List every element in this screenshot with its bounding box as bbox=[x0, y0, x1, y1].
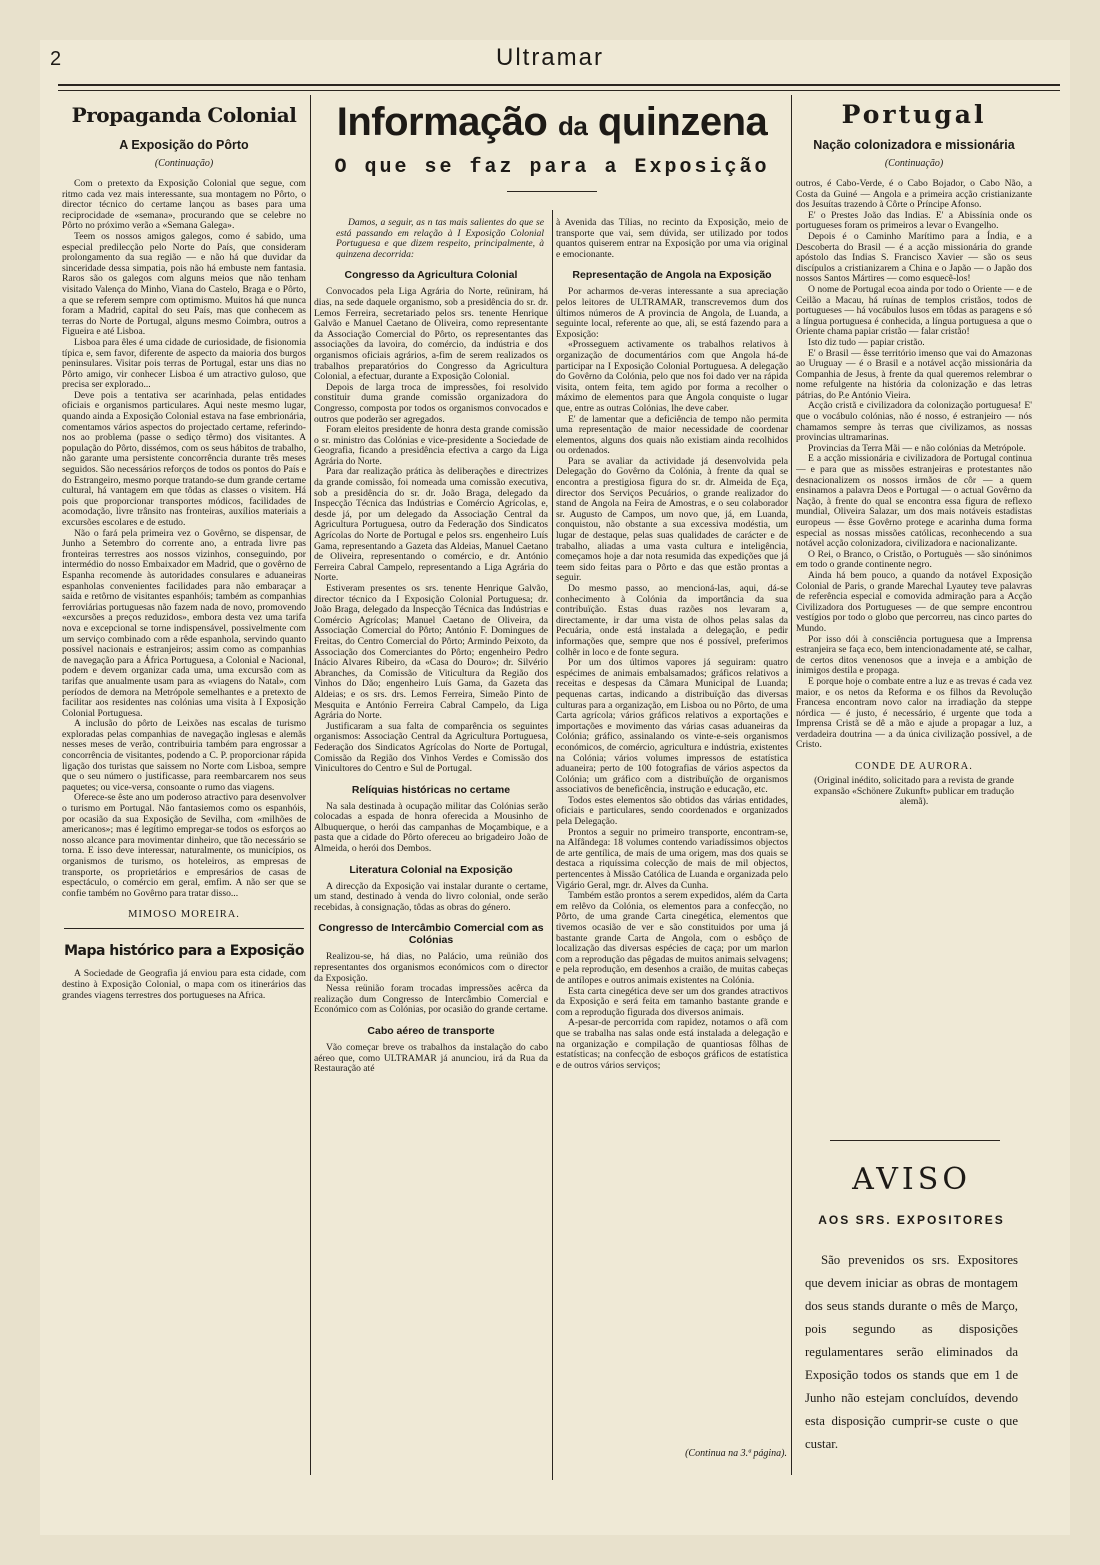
right-signature: CONDE DE AURORA. bbox=[855, 761, 973, 773]
separator bbox=[507, 191, 597, 192]
title-word-3: quinzena bbox=[597, 100, 768, 144]
center-headline bbox=[315, 100, 789, 200]
portugal-title: Portugal bbox=[841, 100, 987, 129]
article-paragraph: E' o Prestes João das Indias. E' a Abissínia onde os portugueses foram os primeiros a levar o Evangelho. bbox=[796, 209, 1032, 232]
article-paragraph: Esta carta cinegética deve ser um dos grandes atractivos da Exposição e será feita em tamanho bastante grande e com a reprodução figurada dos diversos animais. bbox=[556, 985, 788, 1018]
article-paragraph: Por acharmos de-veras interessante a sua apreciação pelos leitores de ULTRAMAR, transcrevemos dum dos últimos números de A provincia de Angola, de Luanda, a seguinte local, referente ao que, ali, se está fazendo para a Exposição: bbox=[556, 286, 788, 340]
article-paragraph: Também estão prontos a serem expedidos, além da Carta em relêvo da Colónia, os elementos para a confecção, no Pôrto, de uma grande Carta cinegética, elementos que tivemos ocasião de ver e são constituidos por uma já bastante grande Carta de Angola, com o esbôço de localização das diversas espécies de caça; por um marlon com a reprodução das pêgadas de muitos animais selvagens; e pela reprodução, em desenhos a craião, de muitas cabeças de antílopes e outros animais existentes na Colónia. bbox=[556, 890, 788, 986]
mapa-paragraph: A Sociedade de Geografia já enviou para esta cidade, com destino à Exposição Colonial, o mapa com os itinerários das grandes viagens terrestres dos portugueses na Africa. bbox=[62, 968, 306, 1001]
article-paragraph: Justificaram a sua falta de comparência os seguintes organismos: Associação Central da Agricultura Portuguesa, Federação dos Sindicatos Agrícolas do Norte de Portugal, Comissão da Região dos Vinhos Verdes e Comissão dos Vinicultores do Centro e Sul de Portugal. bbox=[314, 720, 548, 775]
article-paragraph: Do mesmo passo, ao mencioná-las, aqui, dá-se conhecimento à Colónia da importância da sua contribuïção. Estas duas razões nos levaram a, directamente, ir dar uma vista de olhos pelas salas da Pecuária, onde está instalada a delegação, e pedir informações que, sempre que nos é possível, preferimos colhêr in loco e de fonte segura. bbox=[556, 583, 788, 658]
article-paragraph: Foram eleitos presidente de honra desta grande comissão o sr. ministro das Colónias e vice-presidente a Sociedade de Geografia, ficando a presidência efectiva a cargo da Liga Agrária do Norte. bbox=[314, 424, 548, 467]
column-rule-1 bbox=[310, 95, 311, 1475]
article-paragraph: Na sala destinada à ocupação militar das Colónias serão colocadas a espada de honra oferecida a Mousinho de Albuquerque, o herói das campanhas de Moçambique, e a pasta que a cidade do Pôrto ofereceu ao brigadeiro João de Almeida, o herói dos Dembos. bbox=[314, 800, 548, 855]
article-paragraph: Nessa reünião foram trocadas impressões acêrca da realização dum Congresso de Intercâmbio Comercial e Económico com as Colónias, por ocasião do grande certame. bbox=[314, 983, 548, 1016]
header-rule-bottom bbox=[58, 90, 1060, 91]
article-paragraph: à Avenida das Tílias, no recinto da Exposição, meio de transporte que vai, sem dúvida, ser utilizado por todos quantos quiserem entrar na Exposição por uma via original e emocionante. bbox=[556, 218, 788, 260]
propaganda-colonial-title: Propaganda Colonial bbox=[71, 103, 297, 127]
aviso-rule bbox=[830, 1140, 1000, 1141]
article-paragraph: O nome de Portugal ecoa ainda por todo o Oriente — e de Ceilão a Macau, há ruínas de templos cristãos, todos de portugueses — há vocábulos lusos em tôdas as paragens e só a língua portuguesa é conhecida, a língua portuguesa a que o Oriente chama papiar cristão — falar cristão! bbox=[796, 283, 1032, 338]
article-paragraph: A inclusão do pôrto de Leixões nas escalas de turismo exploradas pelas companhias de navegação inglesas e alemãs nesses meses de verão, contribuiria também para engrossar a concorrência de visitantes, podendo a C. P. proporcionar rápida ligação dos turistas que saissem no Norte com Lisboa, sempre que o seu número o justificasse, para reembarcarem nos seus paquetes; ou vice-versa, consoante o rumo das viagens. bbox=[62, 718, 306, 793]
section-title: Cabo aéreo de transporte bbox=[367, 1025, 495, 1037]
article-paragraph: E a acção missionária e civilizadora de Portugal continua — e para que as missões estranjeiras e protestantes não desnacionalizem os nossos irmãos de côr — a quem ensinamos a palavra Deos e Portugal — o actual Govêrno da Nação, à frente do qual se encontra essa figura de reflexo mundial, Oliveira Salazar, um dos mais notáveis estadistas europeus — êsse Govêrno protege e acarinha duma forma especial as nossas missões católicas, reconhecendo a sua notável acção colonizadora, civilizadora e nacionalizante. bbox=[796, 453, 1032, 550]
aviso-notice bbox=[793, 1150, 1030, 1475]
left-continuation: (Continuação) bbox=[154, 158, 214, 169]
article-paragraph: Deve pois a tentativa ser acarinhada, pelas entidades oficiais e organismos particulares. Aqui neste mesmo lugar, quando ainda a Exposição Colonial estava na fase embrionária, comentamos vários aspectos do projectado certame, referindo-nos ao problema (passe o sediço têrmo) dos visitantes. A população do Pôrto, dissémos, com os seus hábitos de trabalho, não garante uma persistente concorrência durante três meses seguidos. São necessários reforços de todos os pontos do País e do Estrangeiro, mesmo porque tratando-se dum grande certame cultural, há vantagem em que tôdas as classes o visitem. Há pois que proporcionar transportes módicos, facilidades de acomodação, livre trânsito nas fronteiras, auxílios materiais a excursões escolares e de estudo. bbox=[62, 389, 306, 528]
section-title: Relíquias históricas no certame bbox=[351, 783, 511, 796]
header-rule-top bbox=[58, 84, 1060, 86]
article-paragraph: E porque hoje o combate entre a luz e as trevas é cada vez maior, e os netos da Reforma e os filhos da Revolução Francesa encontram novo calor na irradiação da steppe nórdica — é justo, é necessário, é urgente que toda a Imprensa Cristã se dê a mão e ajude a propagar a luz, a verdadeira doutrina — a da única civilização possível, a de Cristo. bbox=[796, 675, 1032, 751]
left-signature: MIMOSO MOREIRA. bbox=[128, 909, 240, 921]
article-paragraph: Teem os nossos amigos galegos, como é sabido, uma especial predilecção pelo Norte do País, que consideram prolongamento da sua região — e não há que duvidar da sinceridade dessa simpatia, pois não há embuste nem fantasia. Raros são os galegos com alguns meios que não tenham visitado Valença do Minho, Viana do Castelo, Braga e o Pôrto, a que se referem sempre com optimismo. Muitos há que nunca foram a Madrid, capital do seu País, mas que conhecem as terras do Norte de Portugal, alguns mesmo Coimbra, outros a Figueira e até Lisboa. bbox=[62, 230, 306, 338]
translation-note: (Original inédito, solicitado para a revista de grande expansão «Schönere Zukunft» publicar em tradução alemã). bbox=[813, 775, 1015, 808]
masthead: Ultramar bbox=[495, 44, 604, 71]
article-paragraph: Todos estes elementos são obtidos das várias entidades, oficiais e particulares, sendo coordenados e organizados pela Delegação. bbox=[556, 794, 788, 828]
section-title: Representação de Angola na Exposição bbox=[572, 269, 772, 282]
center-right-column bbox=[556, 218, 788, 1446]
section-title: Congresso da Agricultura Colonial bbox=[344, 269, 518, 282]
left-column bbox=[62, 100, 306, 1480]
article-paragraph: Para dar realização prática às deliberações e directrizes da grande comissão, foi nomeada uma comissão executiva, sob a presidência do sr. dr. João Braga, delegado da Inspecção Técnica das Indústrias e Comércio Agrícolas, e, desde já, por um delegado da Associação Central da Agricultura Portuguesa, outro da Federação dos Sindicatos Agrícolas do Norte de Portugal e pelos srs. engenheiro Luís Gama, representando a Gazeta das Aldeias, Manuel Caetano de Oliveira, representando o comércio, e dr. António Ferreira Cabral Campelo, representando a Liga Agrária do Norte. bbox=[314, 466, 548, 584]
article-paragraph: Convocados pela Liga Agrária do Norte, reüniram, há dias, na sede daquele organismo, sob a presidência do sr. dr. Lemos Ferreira, secretariado pelos srs. tenente Henrique Galvão e Manuel Caetano de Oliveira, como representante da Associação Comercial do Pôrto, os representantes das associações da lavoira, do comércio, da indústria e dos organismos oficiais agrários, a-fim de serem realizados os trabalhos preparatórios do Congresso da Agricultura Colonial, a efectuar, durante a Exposição Colonial. bbox=[314, 286, 548, 383]
article-paragraph: outros, é Cabo-Verde, é o Cabo Bojador, o Cabo Não, a Costa da Guiné — Angola e a primeira acção cristianizante dos Jesuítas trazendo à Côrte o Príncipe Afonso. bbox=[796, 178, 1032, 211]
article-paragraph: Prontos a seguir no primeiro transporte, encontram-se, na Alfândega: 18 volumes contendo variadíssimos objectos de arte gentílica, de mais de uma origem, mas dos quais se destaca a riquíssima colecção de mais de mil objectos, pertencentes à Missão Católica de Luanda e organizada pelo Vigário Geral, mgr. dr. Alves da Cunha. bbox=[556, 826, 788, 891]
article-paragraph: Isto diz tudo — papiar cristão. bbox=[808, 336, 925, 348]
section-title: Congresso de Intercâmbio Comercial com as Colónias bbox=[318, 922, 544, 947]
column-rule-center bbox=[552, 210, 553, 1480]
article-paragraph: Realizou-se, há dias, no Palácio, uma reünião dos representantes dos organismos económicos com o director da Exposição. bbox=[314, 951, 548, 984]
article-paragraph: Por isso dói à consciência portuguesa que a Imprensa estranjeira se faça eco, bem intencionadamente até, se calhar, de certos ditos venenosos que a inveja e a ambição de inimigos destila e propaga. bbox=[796, 633, 1032, 677]
center-left-column bbox=[314, 218, 548, 1478]
right-column bbox=[796, 100, 1032, 1140]
right-continuation: (Continuação) bbox=[884, 158, 944, 169]
article-paragraph: O Rei, o Branco, o Cristão, o Portuguès — são sinónimos em todo o grande continente negro. bbox=[796, 548, 1032, 571]
article-paragraph: Vão começar breve os trabalhos da instalação do cabo aéreo que, como ULTRAMAR já anunciou, irá da Rua da Restauração até bbox=[314, 1042, 548, 1075]
page-number: 2 bbox=[50, 48, 62, 70]
main-title bbox=[315, 100, 789, 148]
article-paragraph: Estiveram presentes os srs. tenente Henrique Galvão, director técnico da I Exposição Colonial Portuguesa; dr. João Braga, delegado da Inspecção Técnica das Indústrias e Comércio Agrícolas; Manuel Caetano de Oliveira, da Associação Comercial do Pôrto; António F. Domingues de Freitas, do Centro Comercial do Pôrto; Armindo Peixoto, da Associação dos Comerciantes do Pôrto; engenheiro Pedro Inácio Alvares Ribeiro, da «Casa do Douro»; dr. Silvério Abranches, da Comissão de Viticultura da Região dos Vinhos do Dão; engenheiro Luís Gama, da Gazeta das Aldeias; e os srs. drs. Lemos Ferreira, Simeão Pinto de Mesquita e António Ferreira Cabral Campelo, da Liga Agrária do Norte. bbox=[314, 583, 548, 722]
article-paragraph: «Prosseguem activamente os trabalhos relativos à organização de documentários com que Angola há-de participar na I Exposição Colonial Portuguesa. A delegação do Govêrno da Colónia, pelo que nos foi dado ver na rápida visita, ontem feita, tem agido por forma a recolher o máximo de elementos para que Angola conquiste o lugar que, entre as outras Colónias, lhe deve caber. bbox=[556, 339, 788, 414]
article-paragraph: E' o Brasil — êsse território imenso que vai do Amazonas ao Uruguay — é o Brasil e a notável acção missionária da Companhia de Jesus, à frente da qual queremos relembrar o nome refulgente na história da colonização e das letras pátrias, do P.e António Vieira. bbox=[796, 347, 1032, 401]
article-paragraph: Provincias da Terra Mãi — e não colónias da Metrópole. bbox=[808, 442, 1026, 454]
intro-text: Damos, a seguir, as n tas mais salientes do que se está passando em relação à I Exposição Colonial Portuguesa e que dizem respeito, principalmente, à quinzena decorrida: bbox=[336, 218, 544, 260]
article-paragraph: Depois é o Caminho Marítimo para a Índia, e a Descoberta do Brasil — é a acção missionária do grande apóstolo das Indias S. Francisco Xavier — são os seus discípulos a cristianizarem a China e o Japão — o Japão dos nossos Santos Mártires — como esquecê-los! bbox=[796, 230, 1032, 285]
section-title: Literatura Colonial na Exposição bbox=[349, 863, 513, 876]
article-paragraph: Acção cristã e civilizadora da colonização portuguesa! E' que o vocábulo colónias, não é nosso, é estranjeiro — nós chamamos sempre às terras que civilizamos, as nossas provincias ultramarinas. bbox=[796, 400, 1032, 444]
article-paragraph: E' de lamentar que a deficiência de tempo não permita uma representação de maior necessidade de coordenar elementos, alguns dos quais não existiam ainda recolhidos ou ordenados. bbox=[556, 413, 788, 457]
separator bbox=[64, 928, 304, 929]
aviso-text: São prevenidos os srs. Expositores que devem iniciar as obras de montagem dos seus stands durante o mês de Março, pois segundo as disposições regulamentares serão eliminados da Exposição todos os stands que em 1 de Junho não estejam concluídos, devendo esta disposição cumprir-se custe o que custar. bbox=[805, 1253, 1018, 1451]
column-rule-2 bbox=[791, 95, 792, 1475]
article-paragraph: Depois de larga troca de impressões, foi resolvido constituir duma grande comissão organizadora do Congresso, composta por todos os organismos convocados e outros que poderão ser agregados. bbox=[314, 381, 548, 425]
article-paragraph: Não o fará pela primeira vez o Govêrno, se dispensar, de Junho a Setembro do corrente ano, a entrada livre pas fronteiras terrestres aos nossos vizinhos, conseguindo, por intermédio do nosso Embaixador em Madrid, que o govêrno de Espanha recomende às autoridades consulares e aduaneiras espanholas convenientes facilidades para não embaraçar a saída e retôrno de visitantes espanhóis; também as companhias ferroviárias portuguesas não fazem nada de novo, promovendo «excursões a preços reduzidos», embora desta vez uma tarifa nova e excepcional se torne indispensável, possivelmente com um serviço combinado com a rêde espanhola, servindo quanto possível nacionais e estranjeiros; assim como as companhias de navegação para a África Portuguesa, a Colonial e Nacional, podem e devem organizar cada uma, uma excursão com as tarifas que anualmente usam para as «viagens do Natal», com períodos de demora na Metrópole semelhantes e a pretexto de facilitar aos residentes nas colónias uma visita à I Exposição Colonial Portuguesa. bbox=[62, 527, 306, 719]
continuation-footer: (Continua na 3.ª página). bbox=[685, 1448, 787, 1459]
aviso-title: AVISO bbox=[852, 1162, 971, 1197]
article-paragraph: Por um dos últimos vapores já seguiram: quatro espécimes de animais embalsamados; gráficos relativos a receitas e despesas da Câmara Municipal de Luanda; pequenas cartas, indicando a distribuïção das diversas culturas para a organização, em Lisboa ou no Pôrto, de uma Carta agrícola; vários gráficos relativos a exportações e importações e movimento das várias casas aduaneiras da Colónia; gráfico, assinalando os vinte-e-seis organismos económicos, de comércio, agricultura e indústria, existentes na Colónia; vários volumes impressos de estatística aduaneira; perto de 100 fotografias de vários aspectos da Colónia; um gráfico com a distribuïção de organismos associativos de beneficência, instrução e educação, etc. bbox=[556, 657, 788, 796]
article-paragraph: Ainda há bem pouco, a quando da notável Exposição Colonial de Paris, o grande Marechal Lyautey teve palavras de referência especial e comovida admiração para a Acção Civilizadora dos Portugueses — de que sempre encontrou vestígios por todo o globo que percorreu, nas cinco partes do Mundo. bbox=[796, 569, 1032, 634]
article-paragraph: A direcção da Exposição vai instalar durante o certame, um stand, destinado à venda do livro colonial, onde serão recebidas, à consignação, tôdas as obras do género. bbox=[314, 880, 548, 913]
article-paragraph: Oferece-se êste ano um poderoso atractivo para desenvolver o turismo em Portugal. Não fantasiemos como os espanhóis, por ocasião da sua Exposição de Sevilha, com «milhões de americanos»; mas é legítimo empregar-se todos os esforços ao nosso alcance para movimentar dinheiro, que tão necessário se torna. E isso deve interessar, naturalmente, os municípios, os organismos de turismo, os hoteleiros, as empresas de transporte, os proprietários e empresários de casas de espectáculo, o comércio em geral, emfim. A não ser que se confie também no Govêrno para tratar disso... bbox=[62, 792, 306, 899]
left-subtitle: A Exposição do Pôrto bbox=[119, 138, 249, 152]
aviso-subtitle: AOS SRS. EXPOSITORES bbox=[818, 1213, 1005, 1227]
article-paragraph: Com o pretexto da Exposição Colonial que segue, com ritmo cada vez mais interessante, sua montagem no Pôrto, o director técnico do certame lançou as bases para uma reciprocidade de «semana», procurando que se celebre no Pôrto no próximo verão a «Semana Galega». bbox=[62, 178, 306, 232]
article-paragraph: A-pesar-de percorrida com rapidez, notamos o afã com que se trabalha nas salas onde está instalada a delegação e na organização e compilação de quantiosas fôlhas de estatísticas; na confecção de esboços gráficos de estatística e de outros vários serviços; bbox=[556, 1017, 788, 1071]
mapa-historico-title: Mapa histórico para a Exposição bbox=[64, 943, 304, 960]
title-word-1: Informação bbox=[336, 100, 548, 144]
title-word-2: da bbox=[557, 111, 588, 141]
right-subtitle: Nação colonizadora e missionária bbox=[813, 138, 1015, 152]
article-paragraph: Para se avaliar da actividade já desenvolvida pela Delegação do Govêrno da Colónia, à frente da qual se encontra a prestigiosa figura do sr. dr. Almeida de Eça, director dos Serviços Pecuários, o grande realizador do stand de Angola na Feira de Amostras, e o seu colaborador sr. Augusto de Campos, um novo que, já, em Luanda, conquistou, não obstante a sua excessiva modéstia, um lugar de destaque, pelas suas qualidades de carácter e de trabalho, aliadas a uma vasta cultura e inteligência, começamos hoje a dar nota resumida das expedições que já teem sido feitas para o Pôrto e das que estão prontas a seguir. bbox=[556, 455, 788, 584]
article-paragraph: Lisboa para êles é uma cidade de curiosidade, de fisionomia típica e, sem favor, diferente de aspecto da maioria dos burgos peninsulares. Visitar pois terras de Portugal, estar uns dias no Pôrto amigo, vir conhecer Lisboa é um atractivo guloso, que precisa ser explorado... bbox=[62, 336, 306, 391]
main-subtitle: O que se faz para a Exposição bbox=[334, 156, 770, 179]
